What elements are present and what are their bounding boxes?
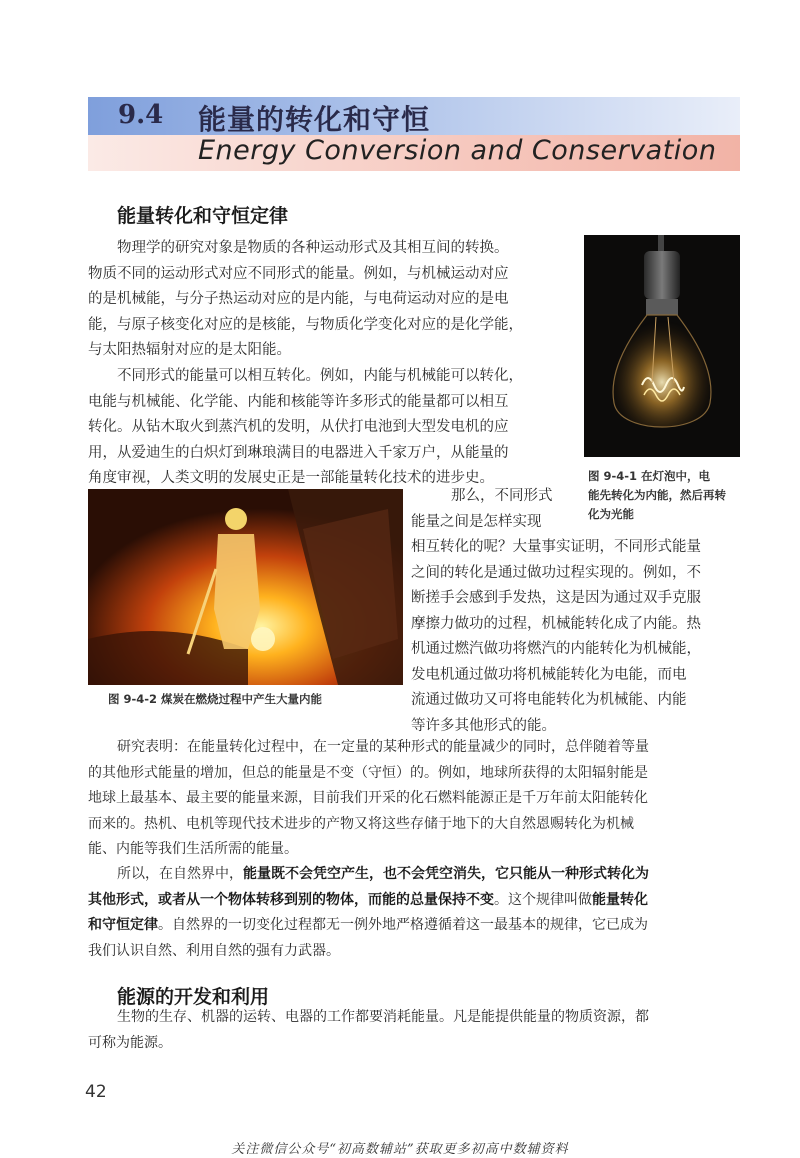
text-line: 生物的生存、机器的运转、电器的工作都要消耗能量。凡是能提供能量的物质资源，都 — [117, 1009, 649, 1025]
heading-energy-conservation-law: 能量转化和守恒定律 — [117, 205, 289, 227]
heading-energy-development: 能源的开发和利用 — [117, 986, 270, 1008]
paragraph-3 — [411, 484, 743, 739]
text-line: 之间的转化是通过做功过程实现的。例如，不 — [411, 564, 701, 581]
text-line — [88, 939, 744, 965]
text-line — [88, 862, 744, 888]
paragraph-1 — [88, 236, 574, 364]
text-line: 角度审视，人类文明的发展史正是一部能量转化技术的进步史。 — [88, 470, 494, 486]
paragraph-4 — [88, 735, 744, 863]
text-line: 相互转化的呢？大量事实证明，不同形式能量 — [411, 539, 701, 555]
paragraph-6 — [88, 1005, 744, 1056]
paragraph-2 — [88, 364, 574, 492]
text-line: 电能与机械能、化学能、内能和核能等许多形式的能量都可以相互 — [88, 393, 509, 410]
caption-line: 图 9-4-1 在灯泡中，电 — [588, 469, 711, 483]
text-span: 。这个规律叫做 — [494, 891, 592, 908]
law-name-bold: 能量转化 — [592, 891, 648, 908]
caption-line: 化为光能 — [588, 507, 634, 521]
text-line: 研究表明：在能量转化过程中，在一定量的某种形式的能量减少的同时，总伴随着等量 — [117, 739, 649, 755]
paragraph-5 — [88, 862, 744, 964]
text-line: 那么，不同形式 — [451, 488, 553, 504]
text-line: 摩擦力做功的过程，机械能转化成了内能。热 — [411, 615, 701, 632]
text-line: 能、内能等我们生活所需的能量。 — [88, 841, 298, 857]
text-line: 而来的。热机、电机等现代技术进步的产物又将这些存储于地下的大自然恩赐转化为机械 — [88, 815, 634, 832]
text-line: 物质不同的运动形式对应不同形式的能量。例如，与机械运动对应 — [88, 265, 509, 282]
text-span: 。自然界的一切变化过程都无一例外地严格遵循着这一最基本的规律，它已成为 — [158, 917, 648, 933]
law-statement-bold: 其他形式，或者从一个物体转移到别的物体，而能的总量保持不变 — [88, 891, 494, 908]
law-statement-bold: 能量既不会凭空产生，也不会凭空消失，它只能从一种形式转化为 — [243, 866, 649, 882]
coal-burning-photo — [88, 489, 403, 685]
section-title: 能量的转化和守恒 — [198, 103, 431, 136]
footer-note: 关注微信公众号“初高数辅站”获取更多初高中数辅资料 — [231, 1142, 569, 1157]
section-number: 9.4 — [118, 100, 164, 130]
section-subtitle-en: Energy Conversion and Conservation — [198, 135, 717, 166]
text-line: 用，从爱迪生的白炽灯到琳琅满目的电器进入千家万户，从能量的 — [88, 444, 509, 461]
text-line: 转化。从钻木取火到蒸汽机的发明，从伏打电池到大型发电机的应 — [88, 419, 509, 435]
text-line: 断搓手会感到手发热，这是因为通过双手克服 — [411, 590, 701, 606]
law-name-bold: 和守恒定律 — [88, 917, 158, 933]
text-line: 可称为能源。 — [88, 1034, 172, 1051]
text-line: 地球上最基本、最主要的能量来源，目前我们开采的化石燃料能源正是千万年前太阳能转化 — [88, 790, 648, 806]
text-line: 物理学的研究对象是物质的各种运动形式及其相互间的转换。 — [117, 240, 509, 256]
text-span: 我们认识自然、利用自然的强有力武器。 — [88, 942, 340, 959]
caption-line: 能先转化为内能，然后再转 — [588, 488, 726, 502]
text-line: 流通过做功又可将电能转化为机械能、内能 — [411, 692, 687, 708]
text-span: 所以，在自然界中， — [117, 866, 243, 882]
light-bulb-photo — [584, 235, 740, 457]
page-number: 42 — [85, 1082, 107, 1102]
text-line: 发电机通过做功将机械能转化为电能，而电 — [411, 666, 687, 683]
text-line: 的是机械能，与分子热运动对应的是内能，与电荷运动对应的是电 — [88, 291, 509, 307]
text-line: 机通过燃汽做功将燃汽的内能转化为机械能， — [411, 641, 701, 657]
text-line — [88, 888, 744, 914]
figure-caption-9-4-2: 图 9-4-2 煤炭在燃烧过程中产生大量内能 — [108, 692, 323, 706]
text-line: 不同形式的能量可以相互转化。例如，内能与机械能可以转化， — [117, 368, 523, 384]
text-line: 能量之间是怎样实现 — [411, 513, 542, 530]
text-line: 等许多其他形式的能。 — [411, 717, 556, 734]
text-line — [88, 913, 744, 939]
text-line: 能，与原子核变化对应的是核能，与物质化学变化对应的是化学能， — [88, 316, 523, 333]
text-line: 的其他形式能量的增加，但总的能量是不变（守恒）的。例如，地球所获得的太阳辐射能是 — [88, 764, 648, 781]
text-line: 与太阳热辐射对应的是太阳能。 — [88, 342, 291, 358]
